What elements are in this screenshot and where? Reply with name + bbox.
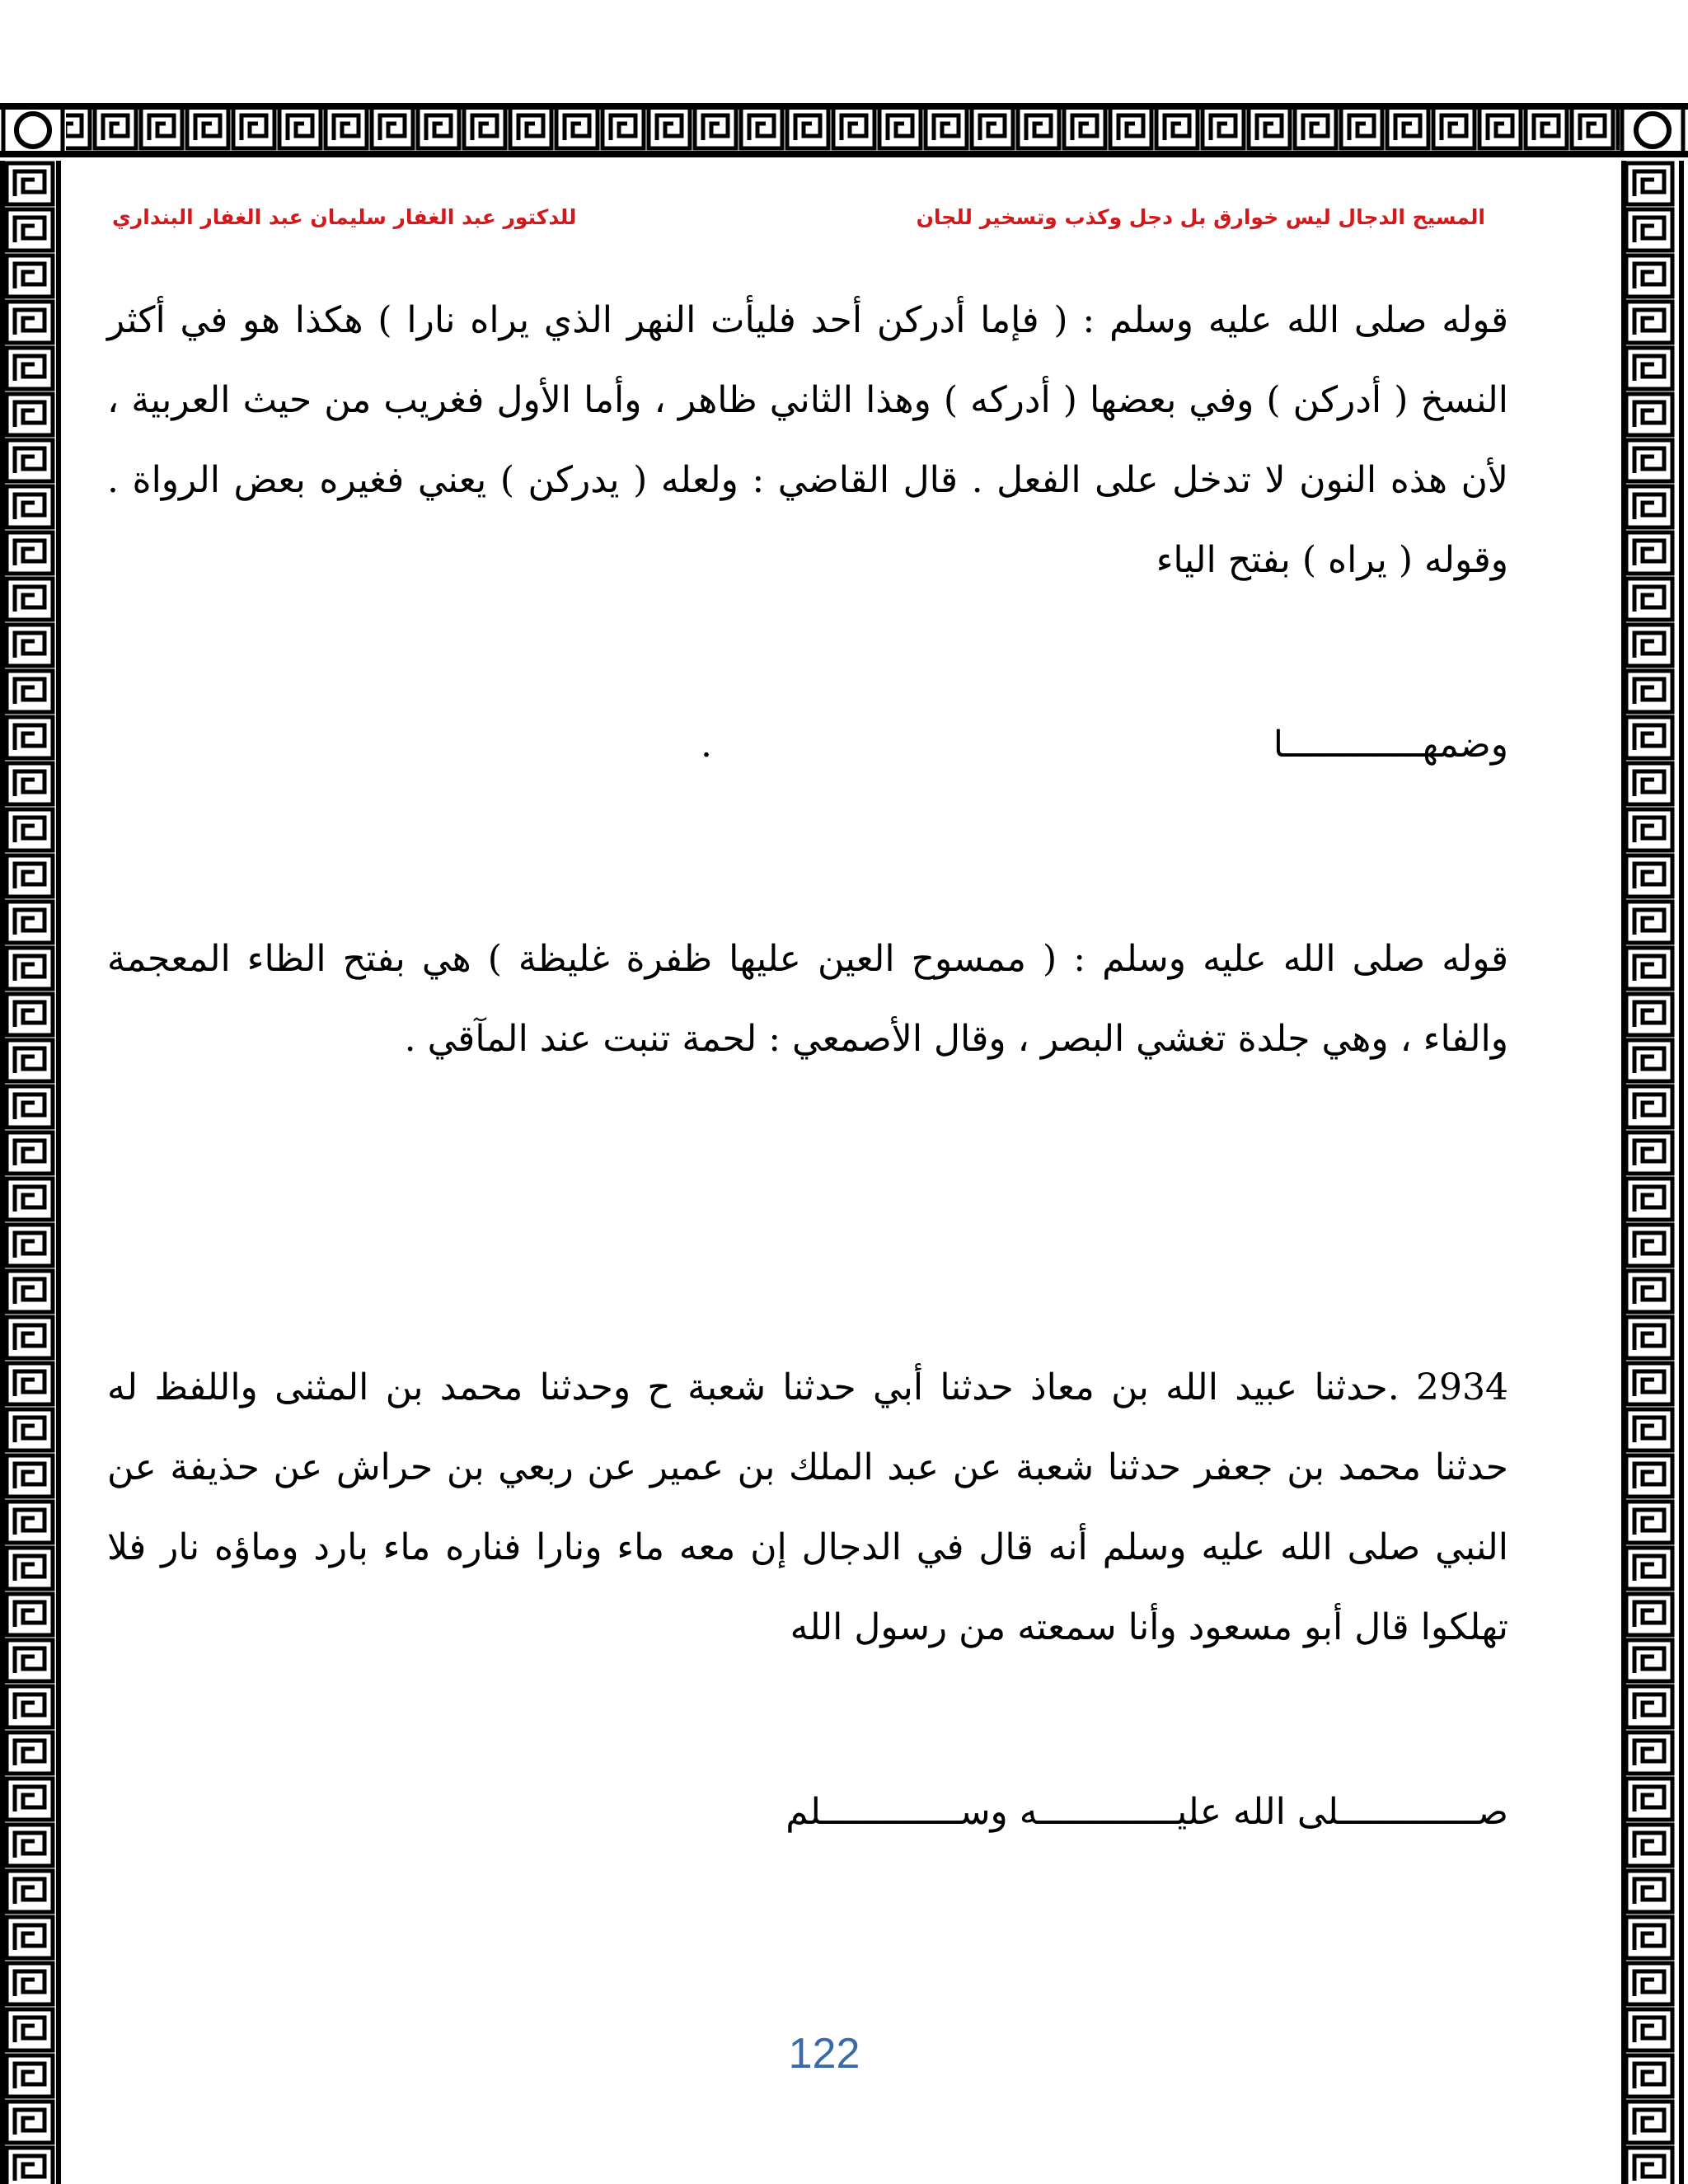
greek-key-border-top	[0, 103, 1688, 157]
author-header: للدكتور عبد الغفار سليمان عبد الغفار البنداري	[112, 205, 577, 229]
paragraph-1-ending-dot: .	[701, 724, 712, 766]
page-number: 122	[788, 2030, 860, 2078]
greek-key-border-left	[0, 161, 66, 2184]
hadith-ending-phrase: صـــــــــــــلى الله عليـــــــــــــه وســـــــــــــلم	[785, 1791, 1508, 1833]
paragraph-1: قوله صلى الله عليه وسلم : ( فإما أدركن أحد فليأت النهر الذي يراه نارا ) هكذا هو في أكثر النسخ ( أدركن ) وفي بعضها ( أدركه ) وهذا الثاني ظاهر ، وأما الأول فغريب من حيث العربية ، لأن هذه النون لا تدخل على الفعل . قال القاضي : ولعله ( يدركن ) يعني فغيره بعض الرواة . وقوله ( يراه ) بفتح الياء	[107, 299, 1508, 581]
book-title-header: المسيح الدجال ليس خوارق بل دجل وكذب وتسخير للجان	[916, 205, 1485, 229]
paragraph-2: قوله صلى الله عليه وسلم : ( ممسوح العين عليها ظفرة غليظة ) هي بفتح الظاء المعجمة والفاء ، وهي جلدة تغشي البصر ، وقال الأصمعي : لحمة تنبت عند المآقي .	[107, 938, 1508, 1060]
paragraph-1-ending-word: وضمهـــــــــــــا	[1273, 724, 1508, 766]
hadith-ending	[107, 1772, 1508, 1852]
greek-key-border-right	[1620, 161, 1686, 2184]
paragraph-1-ending	[107, 705, 1508, 785]
hadith-paragraph: 2934 .حدثنا عبيد الله بن معاذ حدثنا أبي حدثنا شعبة ح وحدثنا محمد بن المثنى واللفظ له حدثنا محمد بن جعفر حدثنا شعبة عن عبد الملك بن عمير عن ربعي بن حراش عن حذيفة عن النبي صلى الله عليه وسلم أنه قال في الدجال إن معه ماء ونارا فناره ماء بارد وماؤه نار فلا تهلكوا قال أبو مسعود وأنا سمعته من رسول الله	[107, 1366, 1509, 1648]
